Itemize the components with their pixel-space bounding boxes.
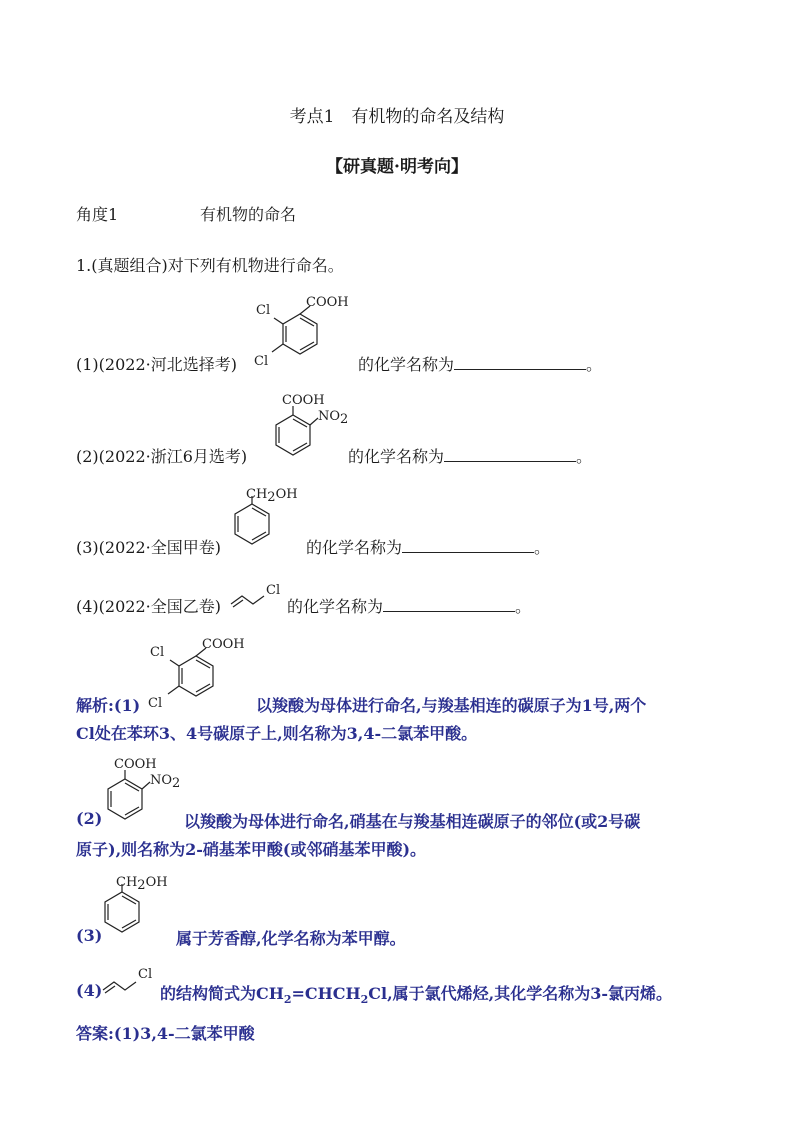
cl-label: Cl xyxy=(266,583,281,598)
structure-nitrobenzoic-acid xyxy=(268,390,358,470)
item-1-prefix: (1)(2022·河北选择考) xyxy=(76,355,237,374)
ch2oh-label: CH2OH xyxy=(116,875,168,893)
analysis-label-text: 解析: xyxy=(76,696,114,715)
structure-dichlorobenzoic-acid xyxy=(250,292,360,372)
item-4-prefix: (4)(2022·全国乙卷) xyxy=(76,597,221,616)
cl-label: Cl xyxy=(148,696,163,711)
analysis-2-num: (2) xyxy=(76,809,103,828)
item-2-line xyxy=(348,444,592,467)
analysis-1-line-1: 以羧酸为母体进行命名,与羧基相连的碳原子为1号,两个 xyxy=(256,696,647,715)
answer-blank[interactable] xyxy=(454,354,586,370)
analysis-3-line-1: 属于芳香醇,化学名称为苯甲醇。 xyxy=(176,929,406,948)
analysis-4-sub-1: 2 xyxy=(283,993,292,1007)
cl-label: Cl xyxy=(256,303,271,318)
item-1-end: 。 xyxy=(586,355,603,374)
section-label: 角度1 xyxy=(76,205,119,224)
item-3-suffix: 的化学名称为 xyxy=(306,538,403,557)
answer-blank[interactable] xyxy=(402,537,534,553)
item-4-line xyxy=(287,594,531,617)
cooh-label: COOH xyxy=(114,757,157,772)
item-1-suffix: 的化学名称为 xyxy=(358,355,455,374)
analysis-1-num: (1) xyxy=(113,696,141,715)
page-title: 考点1 有机物的命名及结构 xyxy=(289,107,505,127)
item-3-prefix: (3)(2022·全国甲卷) xyxy=(76,538,221,557)
analysis-4-text-a: 的结构简式为CH xyxy=(160,984,284,1003)
structure-dichlorobenzoic-acid xyxy=(146,634,256,714)
item-4-suffix: 的化学名称为 xyxy=(287,597,384,616)
item-3-line xyxy=(306,535,550,558)
structure-nitrobenzoic-acid xyxy=(100,754,190,834)
item-3-end: 。 xyxy=(534,538,551,557)
analysis-4-sub-2: 2 xyxy=(360,993,369,1007)
analysis-4-line-1 xyxy=(160,981,672,1006)
item-1-line xyxy=(358,352,602,375)
cooh-label: COOH xyxy=(306,295,349,310)
cl-label: Cl xyxy=(150,645,165,660)
analysis-2-line-2: 原子),则名称为2-硝基苯甲酸(或邻硝基苯甲酸)。 xyxy=(76,840,427,859)
no2-label: NO2 xyxy=(318,409,349,427)
answer-blank[interactable] xyxy=(383,596,515,612)
item-2-suffix: 的化学名称为 xyxy=(348,447,445,466)
analysis-4-num: (4) xyxy=(76,981,103,1000)
ch2oh-label: CH2OH xyxy=(246,487,298,505)
analysis-4-text-b: =CHCH xyxy=(291,984,361,1003)
section-name: 有机物的命名 xyxy=(200,205,297,224)
analysis-2-line-1: 以羧酸为母体进行命名,硝基在与羧基相连碳原子的邻位(或2号碳 xyxy=(184,812,641,831)
question-stem: 1.(真题组合)对下列有机物进行命名。 xyxy=(76,256,344,275)
analysis-label xyxy=(76,693,140,716)
analysis-4-text-c: Cl,属于氯代烯烃,其化学名称为3-氯丙烯。 xyxy=(368,984,673,1003)
answer-line: 答案:(1)3,4-二氯苯甲酸 xyxy=(76,1024,255,1043)
cooh-label: COOH xyxy=(282,393,325,408)
item-2-end: 。 xyxy=(576,447,593,466)
analysis-3-num: (3) xyxy=(76,926,103,945)
item-2-prefix: (2)(2022·浙江6月选考) xyxy=(76,447,248,466)
no2-label: NO2 xyxy=(150,773,181,791)
page-subtitle: 【研真题·明考向】 xyxy=(326,157,468,177)
cl-label: Cl xyxy=(138,967,153,982)
item-4-end: 。 xyxy=(515,597,532,616)
answer-blank[interactable] xyxy=(444,446,576,462)
cooh-label: COOH xyxy=(202,637,245,652)
cl-label: Cl xyxy=(254,354,269,369)
structure-allyl-chloride xyxy=(100,962,160,1002)
analysis-1-line-2: Cl处在苯环3、4号碳原子上,则名称为3,4-二氯苯甲酸。 xyxy=(76,724,478,743)
structure-allyl-chloride xyxy=(228,576,288,616)
